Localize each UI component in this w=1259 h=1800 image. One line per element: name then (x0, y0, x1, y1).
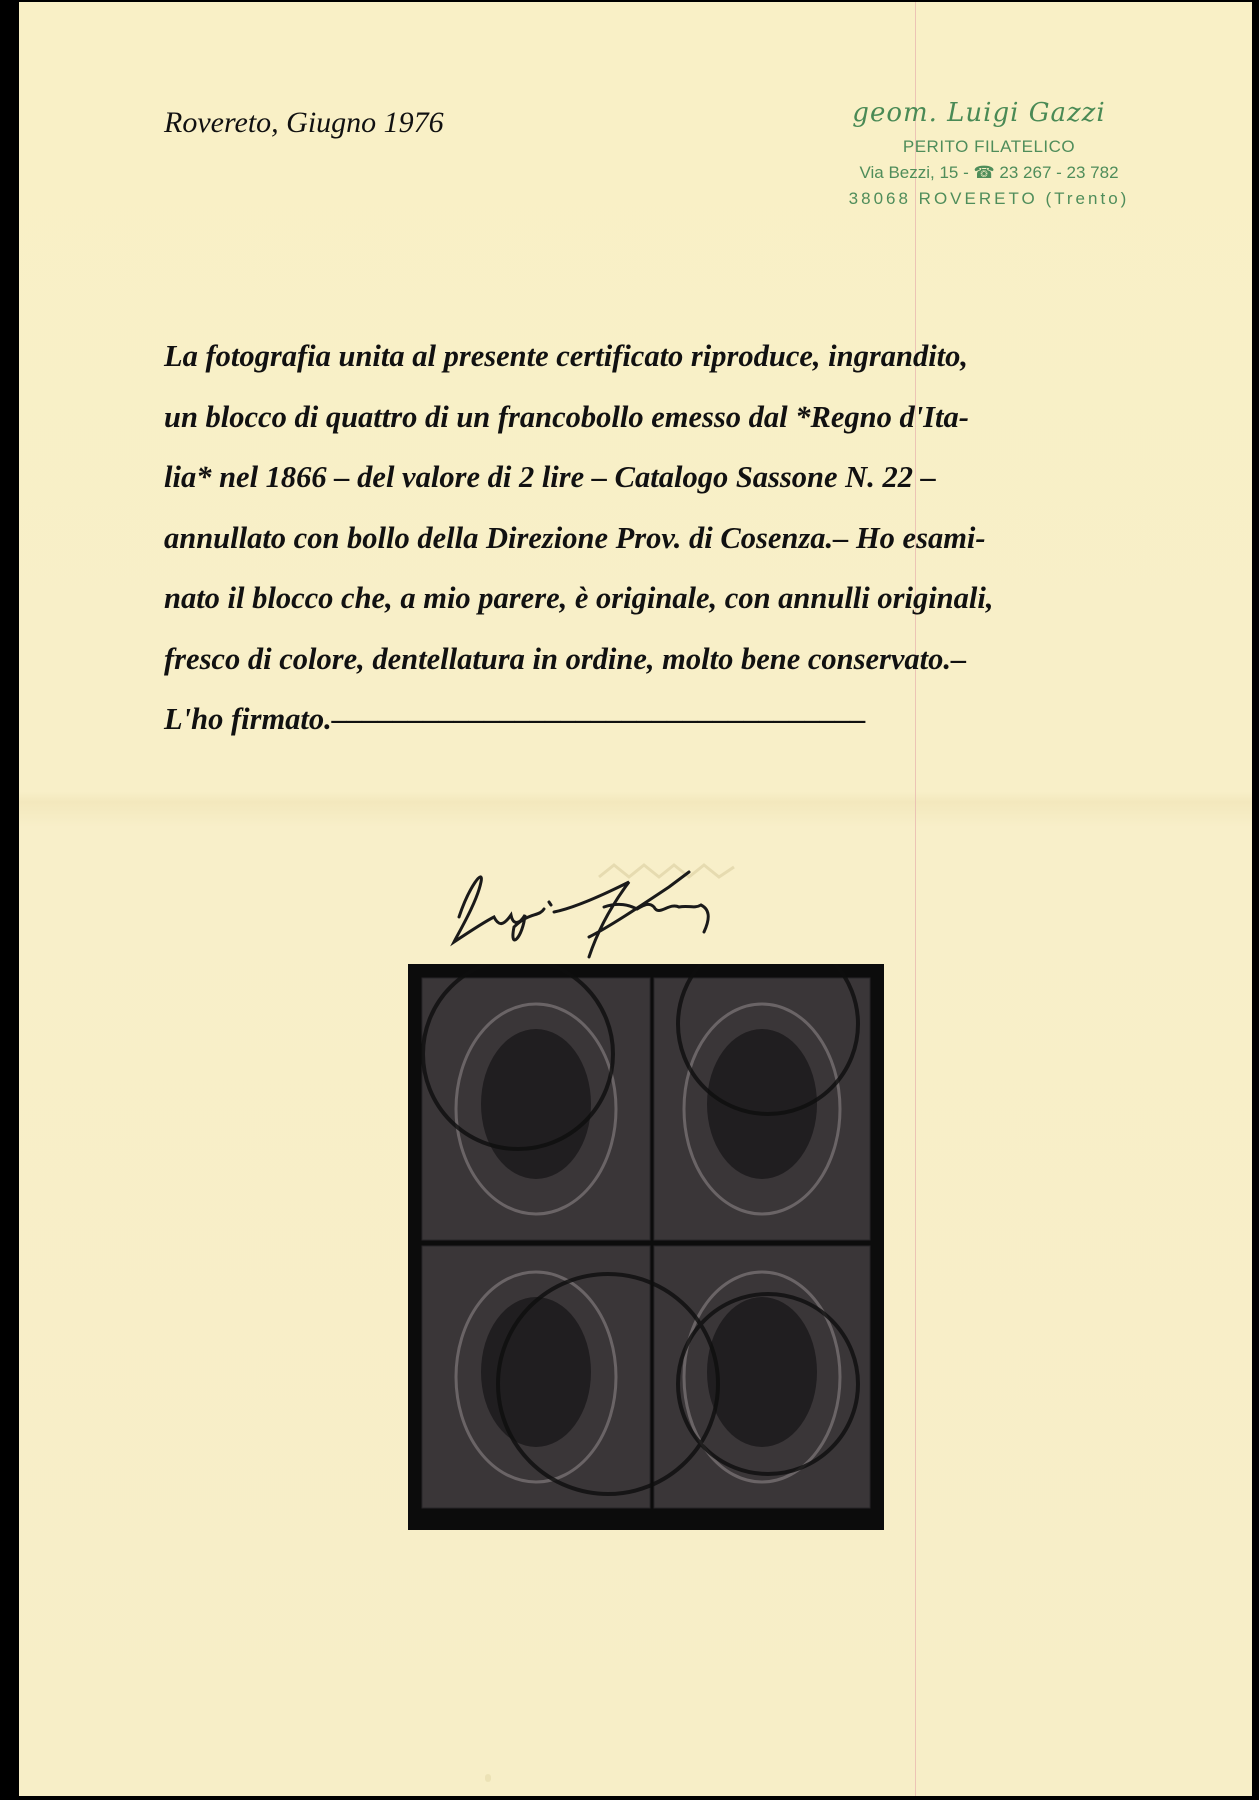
body-line: un blocco di quattro di un francobollo emesso dal *Regno d'Ita- (164, 399, 969, 434)
body-line: La fotografia unita al presente certificato riproduce, ingrandito, (164, 339, 969, 373)
certificate-body (164, 339, 1139, 763)
letterhead-phone: 23 267 - 23 782 (999, 163, 1119, 182)
letterhead-city: 38068 ROVERETO (Trento) (848, 189, 1130, 208)
stamp-block-photo (408, 964, 884, 1530)
body-line: L'ho firmato.––––––––––––––––––––––––––––––––––– (164, 702, 866, 736)
handwritten-signature (439, 847, 779, 967)
telephone-icon: ☎ (973, 163, 995, 182)
place-date: Rovereto, Giugno 1976 (164, 106, 444, 139)
letterhead-address-line (789, 160, 1189, 186)
letterhead-address: Via Bezzi, 15 - (859, 163, 969, 182)
body-line: nato il blocco che, a mio parere, è originale, con annulli originali, (164, 581, 994, 615)
letterhead-title: PERITO FILATELICO (902, 137, 1076, 156)
letterhead (789, 98, 1189, 212)
body-line: fresco di colore, dentellatura in ordine, molto bene conservato.– (164, 641, 967, 676)
body-line: lia* nel 1866 – del valore di 2 lire – Catalogo Sassone N. 22 – (164, 460, 936, 494)
body-line: annullato con bollo della Direzione Prov. di Cosenza.– Ho esami- (164, 520, 986, 555)
letterhead-name: geom. Luigi Gazzi (852, 98, 1106, 128)
paper-mark (485, 1774, 491, 1782)
vertical-guide-line (915, 2, 916, 1796)
